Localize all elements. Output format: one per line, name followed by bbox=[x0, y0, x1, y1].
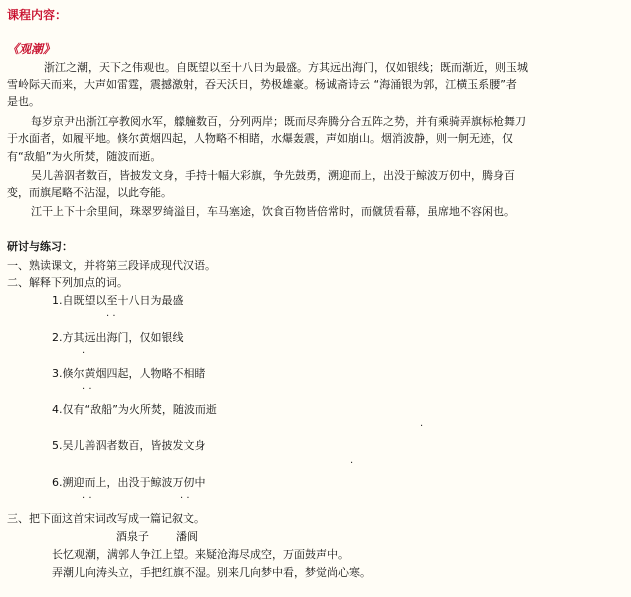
emphasis-dot: · bbox=[350, 458, 354, 469]
exercise-item-1: 1.自既望以至十八日为最盛 bbox=[52, 294, 184, 307]
exercise-item-2: 2.方其远出海门，仅如银线 bbox=[52, 331, 184, 344]
para3-line1: 吴儿善泅者数百，皆披发文身，手持十幅大彩旗，争先鼓勇，溯迎而上，出没于鲸波万仞中，腾身百 bbox=[31, 169, 515, 182]
para1-line3: 是也。 bbox=[7, 95, 40, 108]
para1-line2: 雪岭际天而来，大声如雷霆，震撼激射，吞天沃日，势极雄豪。杨诚斋诗云 “海涌银为郭，江横玉系腰”者 bbox=[7, 78, 517, 91]
poem-line-2: 弄潮儿向涛头立，手把红旗不湿。别来几向梦中看，梦觉尚心寒。 bbox=[52, 566, 371, 579]
exercise-q2: 二、解释下列加点的词。 bbox=[7, 276, 128, 289]
course-content-heading: 课程内容： bbox=[7, 8, 68, 22]
para2-line3: 有“敌船”为火所焚，随波而逝。 bbox=[7, 150, 162, 163]
exercise-item-3: 3.倏尔黄烟四起，人物略不相睹 bbox=[52, 367, 206, 380]
para3-line2: 变，而旗尾略不沾湿，以此夸能。 bbox=[7, 186, 172, 199]
lesson-title: 《观潮》 bbox=[7, 42, 56, 56]
emphasis-dots: · · bbox=[180, 493, 190, 504]
exercise-item-4: 4.仅有“敌船”为火所焚，随波而逝 bbox=[52, 403, 217, 416]
poem-line-1: 长忆观潮，满郭人争江上望。来疑沧海尽成空，万面鼓声中。 bbox=[52, 548, 349, 561]
poem-author: 潘阆 bbox=[176, 530, 198, 543]
exercises-heading: 研讨与练习： bbox=[7, 240, 73, 253]
para2-line2: 于水面者，如履平地。倏尔黄烟四起，人物略不相睹，水爆轰震，声如崩山。烟消波静，则一舸无迹，仅 bbox=[7, 132, 513, 145]
para2-line1: 每岁京尹出浙江亭教阅水军，艨艟数百，分列两岸；既而尽奔腾分合五阵之势，并有乘骑弄旗标枪舞刀 bbox=[31, 115, 526, 128]
poem-title: 酒泉子 bbox=[116, 530, 149, 543]
exercise-item-6: 6.溯迎而上，出没于鲸波万仞中 bbox=[52, 476, 206, 489]
emphasis-dot: · bbox=[420, 421, 424, 432]
para4-line1: 江干上下十余里间，珠翠罗绮溢目，车马塞途，饮食百物皆倍常时，而僦赁看幕，虽席地不容闲也。 bbox=[31, 205, 515, 218]
emphasis-dots: · · bbox=[82, 493, 92, 504]
exercise-q1: 一、熟读课文，并将第三段译成现代汉语。 bbox=[7, 259, 216, 272]
emphasis-dots: · · bbox=[82, 384, 92, 395]
para1-line1: 浙江之潮，天下之伟观也。自既望以至十八日为最盛。方其远出海门，仅如银线；既而渐近，则玉城 bbox=[44, 61, 528, 74]
exercise-item-5: 5.吴儿善泅者数百，皆披发文身 bbox=[52, 439, 206, 452]
exercise-q3: 三、把下面这首宋词改写成一篇记叙文。 bbox=[7, 512, 205, 525]
emphasis-dots: · · bbox=[106, 311, 116, 322]
emphasis-dot: · bbox=[82, 348, 86, 359]
